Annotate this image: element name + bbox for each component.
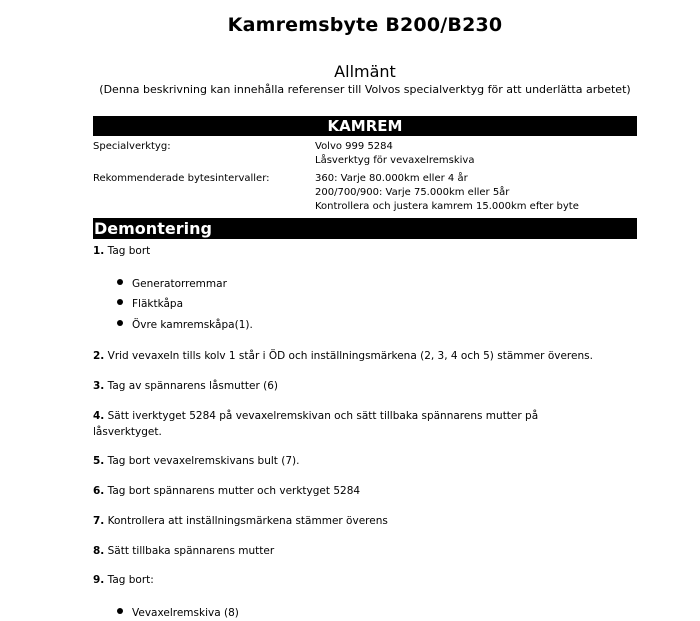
step-text: Sätt tillbaka spännarens mutter [107,545,275,557]
bullet-icon [117,320,123,326]
list-item [117,605,239,621]
list-item-text: Vevaxelremskiva (8) [132,607,239,619]
step-number: 3. [93,380,105,392]
step-9 [93,572,613,588]
step-1 [93,243,613,259]
step-7 [93,513,613,529]
page-title: Kamremsbyte B200/B230 [227,14,503,36]
bullet-icon [117,608,123,614]
step-text: Tag bort [107,245,151,257]
step-number: 2. [93,350,105,362]
step-number: 1. [93,245,105,257]
step-text: Tag av spännarens låsmutter (6) [107,380,278,392]
section-note: (Denna beskrivning kan innehålla referenser till Volvos specialverktyg för att underlätta arbetet) [99,83,631,96]
step-number: 9. [93,574,105,586]
step-2 [93,348,613,364]
step-number: 4. [93,410,105,422]
step-number: 7. [93,515,105,527]
interval-value: 360: Varje 80.000km eller 4 år [315,173,468,184]
step-6 [93,483,613,499]
step-text: Vrid vevaxeln tills kolv 1 står i ÖD och inställningsmärkena (2, 3, 4 och 5) stämmer överens. [107,350,593,362]
list-item [117,296,183,312]
list-item-text: Generatorremmar [132,278,227,290]
special-tool-value: Volvo 999 5284 [315,141,393,152]
step-number: 8. [93,545,105,557]
interval-value: 200/700/900: Varje 75.000km eller 5år [315,187,510,198]
list-item-text: Fläktkåpa [132,298,184,310]
list-item [117,276,227,292]
list-item [117,317,253,333]
demontering-banner: Demontering [93,218,637,239]
step-number: 6. [93,485,105,497]
special-tool-value: Låsverktyg för vevaxelremskiva [315,155,475,166]
bullet-icon [117,299,123,305]
intervals-label: Rekommenderade bytesintervaller: [93,173,270,184]
step-number: 5. [93,455,105,467]
step-text: Tag bort vevaxelremskivans bult (7). [107,455,300,467]
step-4 [93,408,583,440]
bullet-icon [117,279,123,285]
step-text: Sätt iverktyget 5284 på vevaxelremskivan och sätt tillbaka spännarens mutter på låsverktyget. [93,410,539,438]
step-text: Tag bort: [107,574,154,586]
step-text: Tag bort spännarens mutter och verktyget 5284 [107,485,361,497]
special-tools-label: Specialverktyg: [93,141,171,152]
step-3 [93,378,613,394]
step-text: Kontrollera att inställningsmärkena stämmer överens [107,515,388,527]
interval-value: Kontrollera och justera kamrem 15.000km efter byte [315,201,579,212]
step-8 [93,543,613,559]
section-heading: Allmänt [334,62,396,81]
list-item-text: Övre kamremskåpa(1). [132,319,253,331]
step-5 [93,453,613,469]
kamrem-banner: KAMREM [93,116,637,136]
